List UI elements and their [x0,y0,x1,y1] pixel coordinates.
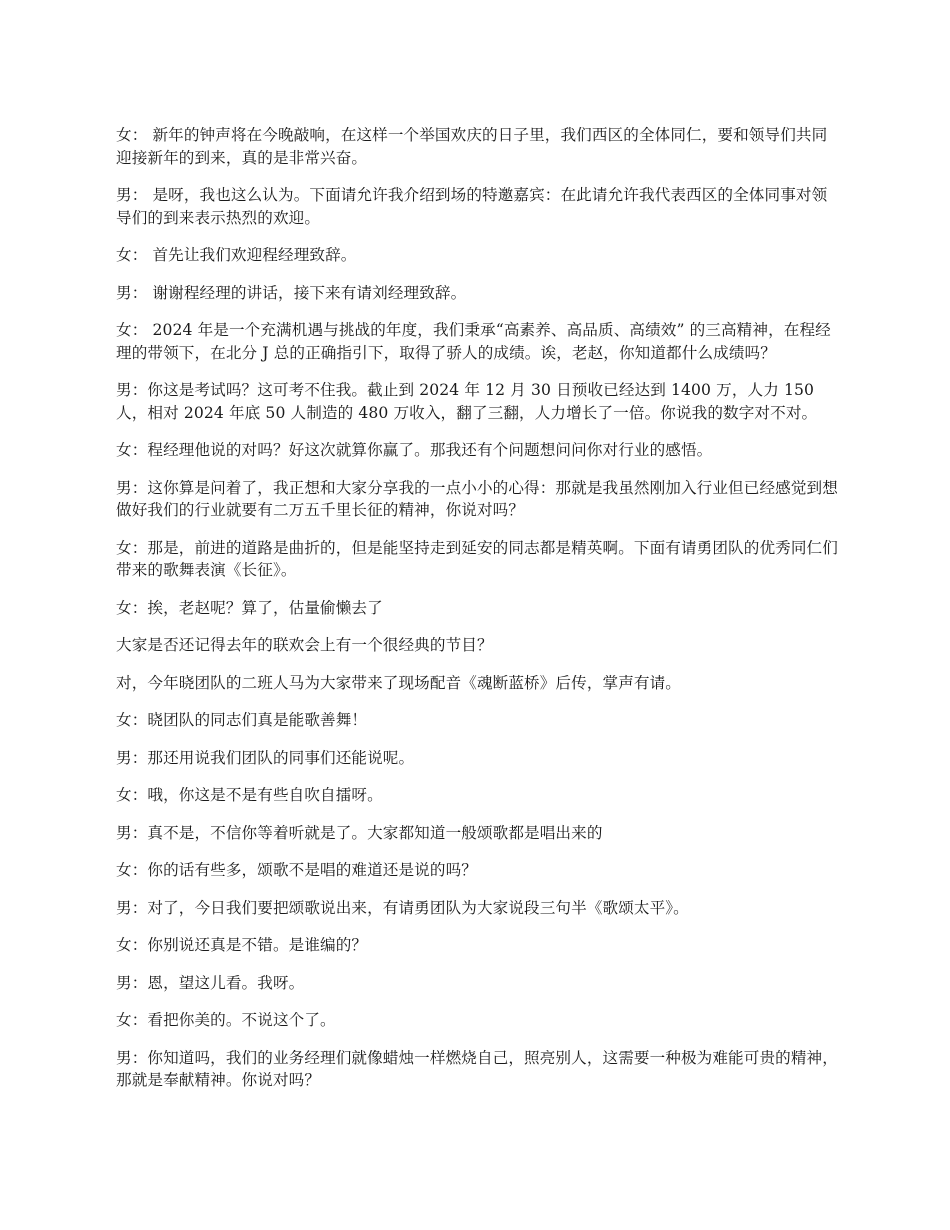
dialogue-line-6: 男：你这是考试吗？这可考不住我。截止到 2024 年 12 月 30 日预收已经达到 1400 万，人力 150 人，相对 2024 年底 50 人制造的 480 万收入，翻了三翻，人力增长了一倍。你说我的数字对不对。 [116,381,818,422]
dialogue-line-5: 女： 2024 年是一个充满机遇与挑战的年度，我们秉承“高素养、高品质、高绩效” 的三高精神，在程经理的带领下，在北分 J 总的正确指引下，取得了骄人的成绩。诶，老赵，你知道都什么成绩吗？ [116,321,831,362]
dialogue-line-10: 女：挨，老赵呢？算了，估量偷懒去了 [116,598,383,617]
dialogue-line-21: 女：看把你美的。不说这个了。 [116,1011,336,1029]
dialogue-line-22: 男：你知道吗，我们的业务经理们就像蜡烛一样燃烧自己，照亮别人，这需要一种极为难能可贵的精神，那就是奉献精神。你说对吗？ [116,1048,838,1089]
dialogue-line-4: 男： 谢谢程经理的讲话，接下来有请刘经理致辞。 [116,283,467,302]
dialogue-line-15: 女：哦，你这是不是有些自吹自擂呀。 [116,786,383,804]
dialogue-line-20: 男：恩，望这儿看。我呀。 [116,973,305,992]
dialogue-line-12: 对，今年晓团队的二班人马为大家带来了现场配音《魂断蓝桥》后传，掌声有请。 [116,673,681,692]
dialogue-line-14: 男：那还用说我们团队的同事们还能说呢。 [116,748,415,767]
dialogue-line-8: 男：这你算是问着了，我正想和大家分享我的一点小小的心得：那就是我虽然刚加入行业但已经感觉到想做好我们的行业就要有二万五千里长征的精神，你说对吗？ [116,478,838,519]
dialogue-line-17: 女：你的话有些多，颂歌不是唱的难道还是说的吗？ [116,861,477,879]
dialogue-line-2: 男： 是呀，我也这么认为。下面请允许我介绍到场的特邀嘉宾：在此请允许我代表西区的全体同事对领导们的到来表示热烈的欢迎。 [116,186,828,227]
dialogue-line-13: 女：晓团队的同志们真是能歌善舞！ [116,711,368,729]
dialogue-line-7: 女：程经理他说的对吗？好这次就算你赢了。那我还有个问题想问问你对行业的感悟。 [116,441,713,459]
dialogue-line-19: 女：你别说还真是不错。是谁编的？ [116,936,368,954]
dialogue-line-18: 男：对了，今日我们要把颂歌说出来，有请勇团队为大家说段三句半《歌颂太平》。 [116,898,689,917]
dialogue-line-9: 女：那是，前进的道路是曲折的，但是能坚持走到延安的同志都是精英啊。下面有请勇团队的优秀同仁们带来的歌舞表演《长征》。 [116,538,838,579]
dialogue-line-1: 女： 新年的钟声将在今晚敲响，在这样一个举国欢庆的日子里，我们西区的全体同仁，要和领导们共同迎接新年的到来，真的是非常兴奋。 [116,126,828,167]
dialogue-line-16: 男：真不是，不信你等着听就是了。大家都知道一般颂歌都是唱出来的 [116,823,603,842]
dialogue-line-3: 女： 首先让我们欢迎程经理致辞。 [116,246,357,264]
dialogue-line-11: 大家是否还记得去年的联欢会上有一个很经典的节目？ [116,636,493,654]
